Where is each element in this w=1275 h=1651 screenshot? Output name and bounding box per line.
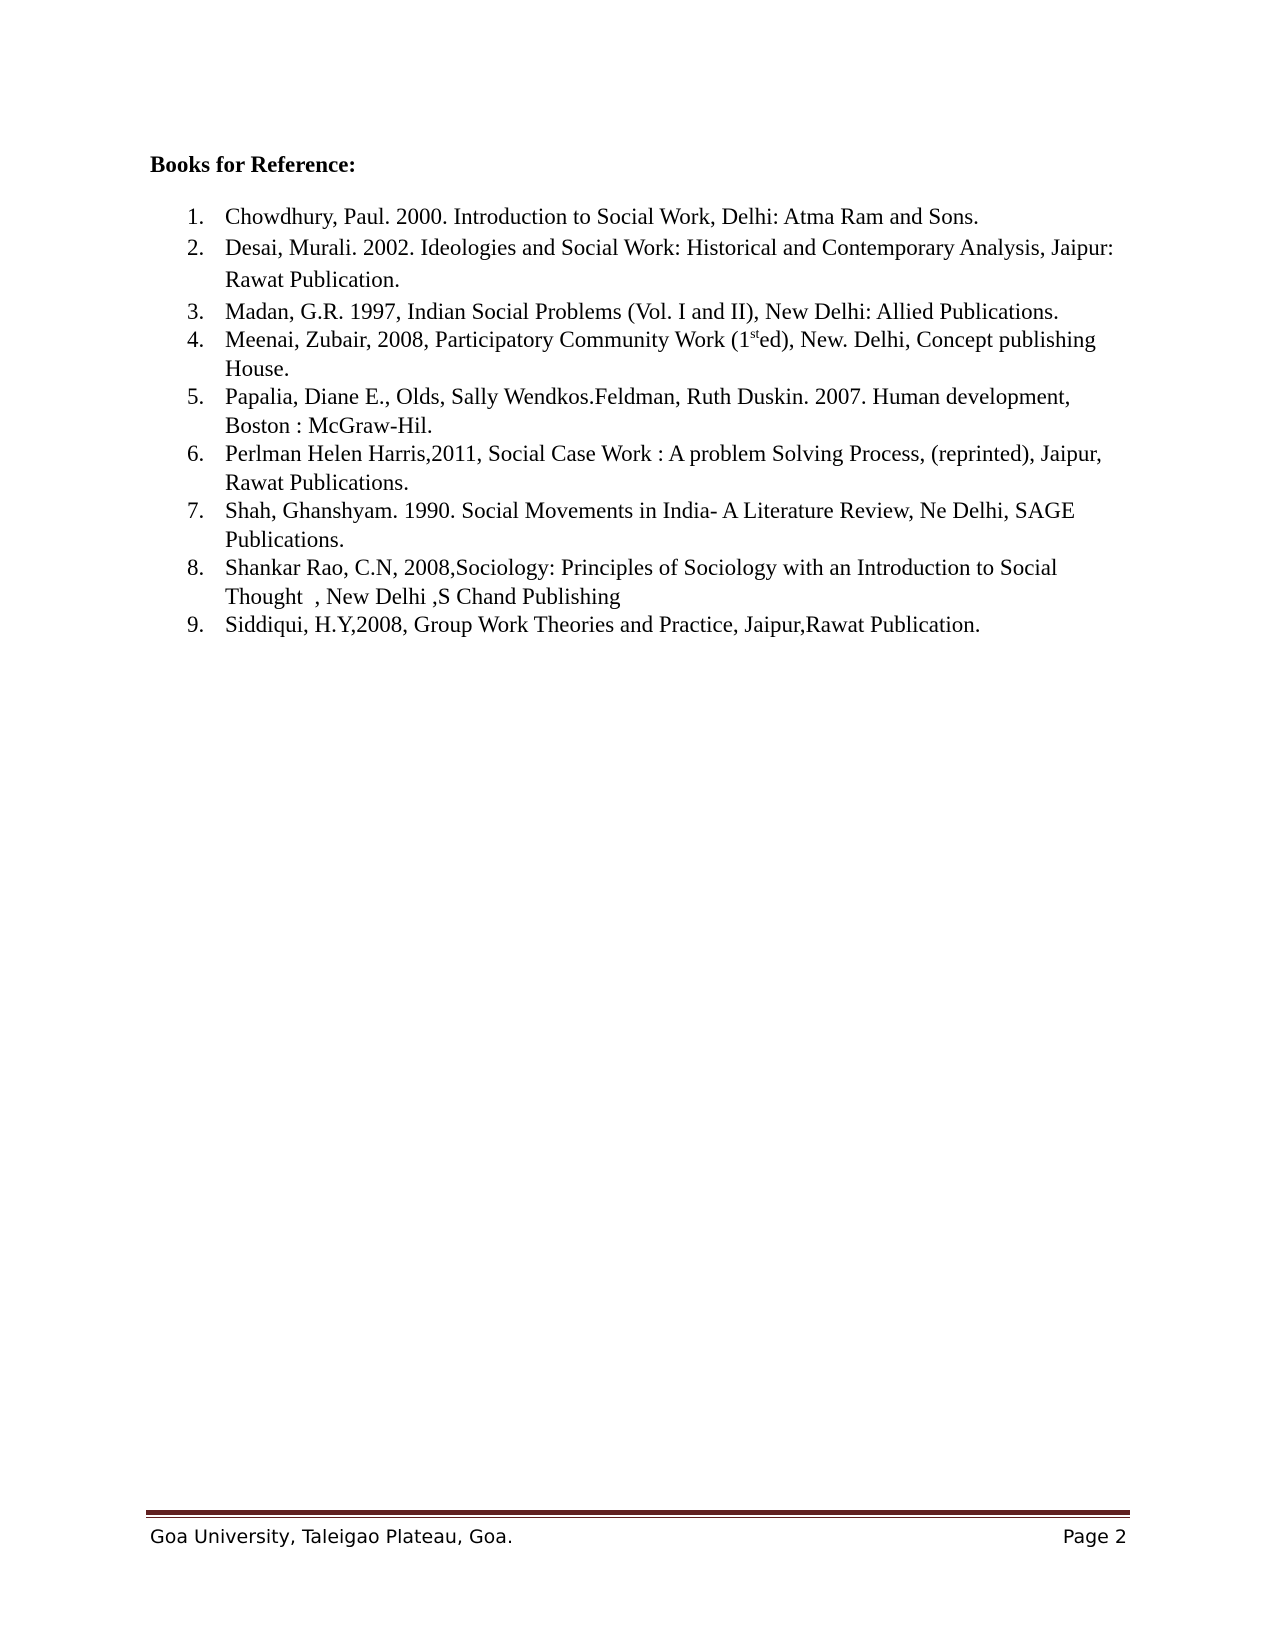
- reference-item-5: [150, 383, 1140, 440]
- reference-list: [150, 203, 1140, 640]
- reference-item-7: [150, 497, 1140, 554]
- reference-number: 9.: [187, 612, 205, 637]
- reference-item-2: [150, 232, 1140, 296]
- reference-number: 2.: [187, 234, 205, 260]
- reference-number: 5.: [187, 384, 205, 409]
- reference-text: Chowdhury, Paul. 2000. Introduction to Social Work, Delhi: Atma Ram and Sons.: [225, 204, 979, 229]
- reference-text: Perlman Helen Harris,2011, Social Case Work : A problem Solving Process, (reprinted), Jaipur, Rawat Publications.: [225, 441, 1102, 495]
- reference-text: Desai, Murali. 2002. Ideologies and Social Work: Historical and Contemporary Analysis, Jaipur: Rawat Publication.: [225, 234, 1114, 292]
- reference-number: 8.: [187, 555, 205, 580]
- section-heading: Books for Reference:: [150, 152, 357, 177]
- reference-number: 3.: [187, 298, 205, 324]
- reference-item-1: [150, 203, 1140, 232]
- reference-number: 7.: [187, 498, 205, 523]
- page-number: Page 2: [1062, 1526, 1127, 1548]
- reference-text: Madan, G.R. 1997, Indian Social Problems (Vol. I and II), New Delhi: Allied Publications.: [225, 298, 1059, 324]
- footer-institution: Goa University, Taleigao Plateau, Goa.: [150, 1526, 513, 1548]
- reference-number: 6.: [187, 441, 205, 466]
- reference-text: Papalia, Diane E., Olds, Sally Wendkos.Feldman, Ruth Duskin. 2007. Human development, Boston : McGraw-Hil.: [225, 384, 1071, 438]
- reference-text-before: Meenai, Zubair, 2008, Participatory Community Work (1: [225, 327, 751, 352]
- reference-number: 1.: [187, 204, 205, 229]
- reference-number: 4.: [187, 327, 205, 352]
- reference-item-3: [150, 298, 1140, 327]
- reference-text: [225, 327, 1096, 381]
- reference-text: Shah, Ghanshyam. 1990. Social Movements in India- A Literature Review, Ne Delhi, SAGE Publications.: [225, 498, 1075, 552]
- reference-item-4: [150, 326, 1140, 383]
- footer-rule: [146, 1510, 1130, 1515]
- reference-item-9: [150, 611, 1140, 640]
- footer-rule-thin: [146, 1517, 1130, 1518]
- reference-text-after: ed), New. Delhi, Concept publishing House.: [225, 327, 1096, 381]
- reference-text: Siddiqui, H.Y,2008, Group Work Theories and Practice, Jaipur,Rawat Publication.: [225, 612, 981, 637]
- reference-item-6: [150, 440, 1140, 497]
- reference-item-8: [150, 554, 1140, 611]
- reference-text: Shankar Rao, C.N, 2008,Sociology: Principles of Sociology with an Introduction to Social Thought , New Delhi ,S Chand Publishing: [225, 555, 1063, 609]
- superscript: st: [750, 327, 760, 342]
